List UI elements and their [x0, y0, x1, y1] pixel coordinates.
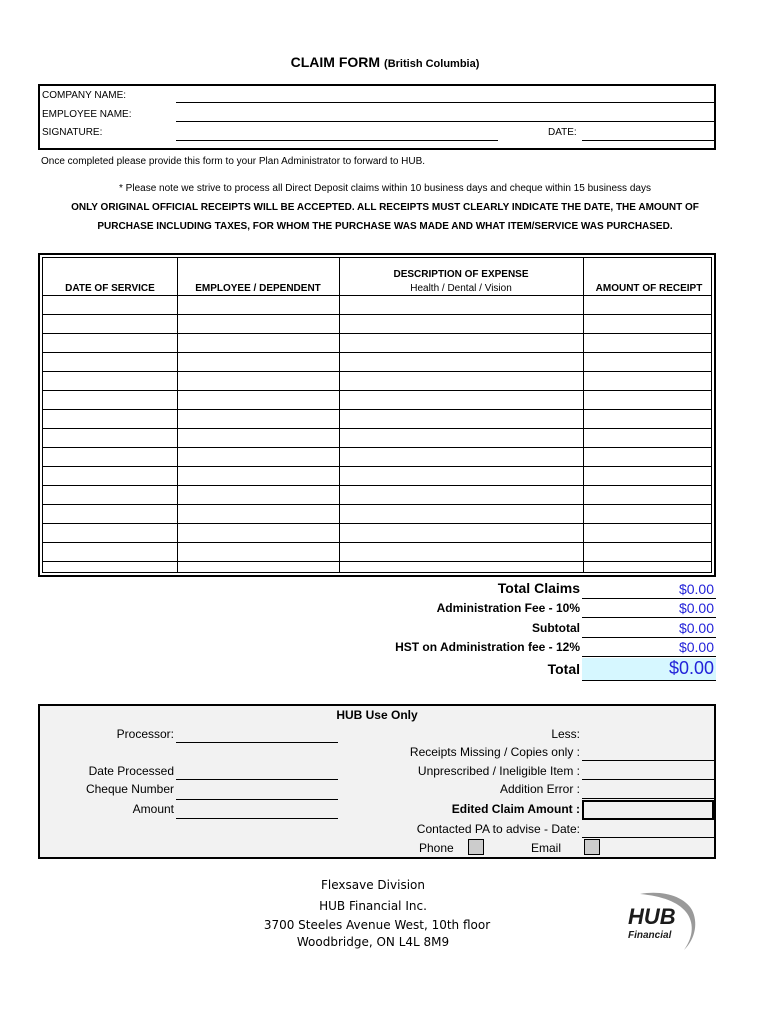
- table-row[interactable]: [43, 447, 711, 448]
- table-row[interactable]: [43, 561, 711, 562]
- address-street: 3700 Steeles Avenue West, 10th floor: [263, 918, 491, 932]
- table-row[interactable]: [43, 523, 711, 524]
- subtotal-value: $0.00: [582, 620, 716, 638]
- table-row[interactable]: [43, 409, 711, 410]
- email-checkbox[interactable]: [584, 839, 600, 855]
- col-header-description-sub: Health / Dental / Vision: [410, 283, 512, 294]
- cheque-number-field[interactable]: [176, 799, 338, 800]
- date-field[interactable]: [582, 140, 714, 141]
- date-processed-field[interactable]: [176, 779, 338, 780]
- cheque-number-label: Cheque Number: [85, 782, 174, 796]
- company-name-field[interactable]: [176, 102, 714, 103]
- unprescribed-field[interactable]: [582, 779, 714, 780]
- form-subtitle: (British Columbia): [384, 58, 480, 70]
- form-title: [0, 54, 770, 70]
- address-city: Woodbridge, ON L4L 8M9: [296, 935, 450, 949]
- contacted-pa-label: Contacted PA to advise - Date:: [416, 822, 580, 836]
- address-company: HUB Financial Inc.: [319, 899, 427, 913]
- admin-fee-value: $0.00: [582, 600, 716, 618]
- processing-note: * Please note we strive to process all Direct Deposit claims within 10 business days and cheque within 15 business days: [119, 183, 651, 194]
- expense-table-grid: [42, 257, 712, 573]
- col-header-description: DESCRIPTION OF EXPENSE: [393, 269, 529, 280]
- col-header-date: DATE OF SERVICE: [65, 283, 155, 294]
- date-processed-label: Date Processed: [88, 764, 174, 778]
- phone-checkbox[interactable]: [468, 839, 484, 855]
- unprescribed-label: Unprescribed / Ineligible Item :: [417, 764, 580, 778]
- employee-name-label: EMPLOYEE NAME:: [42, 109, 132, 120]
- table-row[interactable]: [43, 390, 711, 391]
- hst-label: HST on Administration fee - 12%: [395, 640, 580, 654]
- table-row[interactable]: [43, 352, 711, 353]
- total-label: Total: [547, 661, 580, 677]
- admin-fee-label: Administration Fee - 10%: [436, 601, 580, 615]
- table-row[interactable]: [43, 333, 711, 334]
- address-division: Flexsave Division: [321, 878, 425, 892]
- receipts-note-line1: ONLY ORIGINAL OFFICIAL RECEIPTS WILL BE ACCEPTED. ALL RECEIPTS MUST CLEARLY INDICATE THE DATE, THE AMOUNT OF: [71, 202, 699, 213]
- contacted-pa-date-field[interactable]: [582, 837, 714, 838]
- hub-financial-logo: [622, 888, 704, 954]
- completion-note: Once completed please provide this form to your Plan Administrator to forward to HUB.: [41, 156, 426, 167]
- receipts-missing-label: Receipts Missing / Copies only :: [409, 745, 580, 759]
- hub-use-only-heading: HUB Use Only: [336, 708, 418, 722]
- hst-value: $0.00: [582, 639, 716, 657]
- employee-name-field[interactable]: [176, 121, 714, 122]
- column-divider: [583, 258, 584, 572]
- addition-error-field[interactable]: [582, 798, 714, 799]
- receipts-note-line2: PURCHASE INCLUDING TAXES, FOR WHOM THE PURCHASE WAS MADE AND WHAT ITEM/SERVICE WAS PURCHASED.: [97, 221, 673, 232]
- email-label: Email: [531, 841, 562, 855]
- table-row[interactable]: [43, 371, 711, 372]
- addition-error-label: Addition Error :: [499, 782, 580, 796]
- table-row[interactable]: [43, 542, 711, 543]
- receipts-missing-field[interactable]: [582, 760, 714, 761]
- hub-logo-icon: [622, 888, 704, 954]
- hub-logo-word: HUB: [628, 904, 676, 929]
- column-divider: [339, 258, 340, 572]
- amount-field[interactable]: [176, 818, 338, 819]
- table-row[interactable]: [43, 428, 711, 429]
- phone-label: Phone: [419, 841, 454, 855]
- processor-field[interactable]: [176, 742, 338, 743]
- employee-info-box: [38, 84, 716, 150]
- amount-label: Amount: [132, 802, 174, 816]
- form-title-text: CLAIM FORM: [290, 54, 381, 70]
- expense-table: [38, 253, 716, 577]
- company-name-label: COMPANY NAME:: [42, 90, 127, 101]
- table-row[interactable]: [43, 314, 711, 315]
- date-label: DATE:: [548, 127, 577, 138]
- hub-logo-sub: Financial: [628, 930, 672, 941]
- column-divider: [177, 258, 178, 572]
- table-row[interactable]: [43, 485, 711, 486]
- col-header-employee: EMPLOYEE / DEPENDENT: [195, 283, 321, 294]
- hub-use-only-box: [38, 704, 716, 859]
- table-row[interactable]: [43, 466, 711, 467]
- total-claims-label: Total Claims: [497, 580, 580, 596]
- col-header-amount: AMOUNT OF RECEIPT: [595, 283, 703, 294]
- table-row[interactable]: [43, 295, 711, 296]
- signature-label: SIGNATURE:: [42, 127, 103, 138]
- edited-claim-field[interactable]: [582, 800, 714, 820]
- processor-label: Processor:: [116, 727, 174, 741]
- total-value: $0.00: [582, 658, 716, 681]
- subtotal-label: Subtotal: [532, 621, 580, 635]
- less-label: Less:: [551, 727, 580, 741]
- edited-claim-label: Edited Claim Amount :: [451, 802, 580, 816]
- total-claims-value: $0.00: [582, 581, 716, 599]
- signature-field[interactable]: [176, 140, 498, 141]
- table-row[interactable]: [43, 504, 711, 505]
